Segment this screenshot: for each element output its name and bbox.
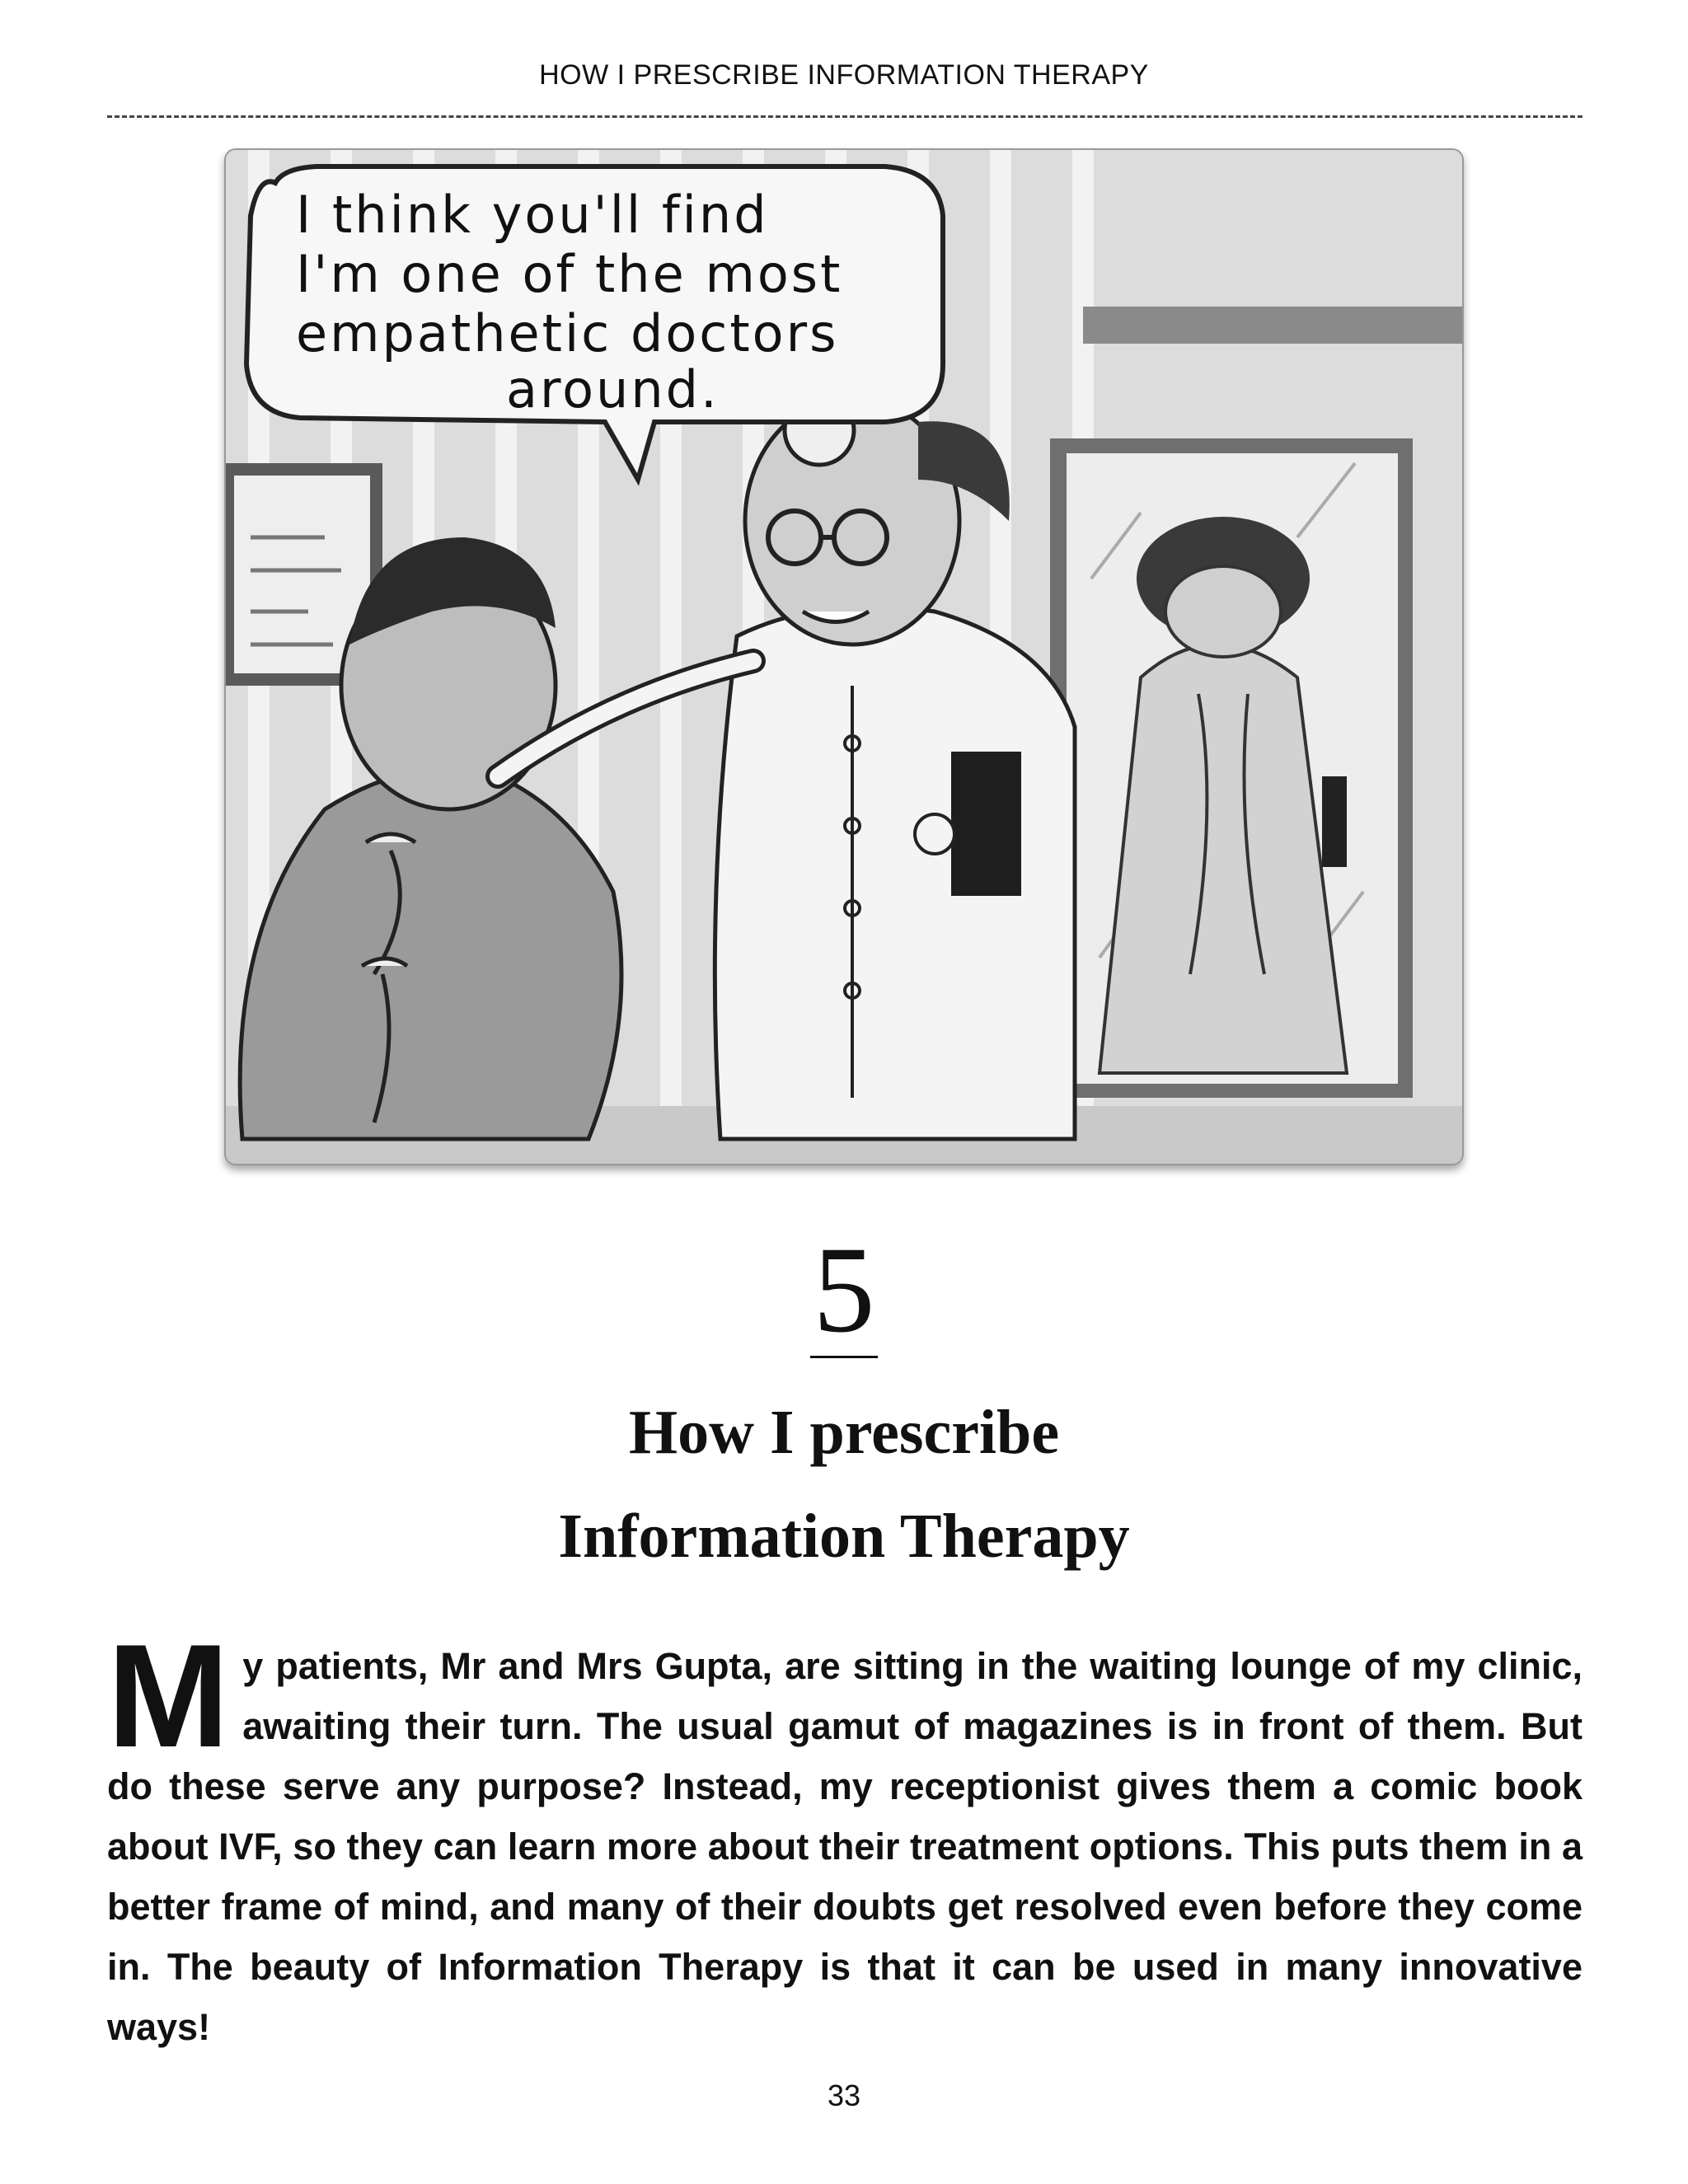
body-paragraph-text: y patients, Mr and Mrs Gupta, are sitting in the waiting lounge of my clinic, awaiting their turn. The usual gamut of magazines is in front of them. But do these serve any purpose? Instead, my receptionist gives them a comic book about IVF, so they can learn more about their treatment options. This puts them in a better frame of mind, and many of their doubts get resolved even before they come in. The beauty of Information Therapy is that it can be used in many innovative ways! bbox=[107, 1645, 1582, 2048]
header-divider bbox=[107, 115, 1582, 118]
speech-bubble-line-3: empathetic doctors bbox=[296, 303, 839, 363]
speech-bubble-line-4: around. bbox=[506, 359, 720, 419]
cartoon-illustration bbox=[224, 148, 1464, 1165]
chapter-title-line-2: Information Therapy bbox=[558, 1502, 1130, 1571]
speech-bubble-line-2: I'm one of the most bbox=[296, 244, 843, 304]
chapter-title bbox=[0, 1380, 1688, 1588]
chapter-number-underline bbox=[810, 1356, 878, 1358]
chapter-number: 5 bbox=[813, 1221, 875, 1358]
speech-bubble-line-1: I think you'll find bbox=[296, 185, 769, 245]
drop-cap: M bbox=[107, 1614, 230, 1778]
body-paragraph bbox=[107, 1614, 1582, 2057]
page-number: 33 bbox=[827, 2079, 861, 2112]
running-header: HOW I PRESCRIBE INFORMATION THERAPY bbox=[539, 59, 1149, 91]
chapter-title-line-1: How I prescribe bbox=[628, 1398, 1060, 1467]
